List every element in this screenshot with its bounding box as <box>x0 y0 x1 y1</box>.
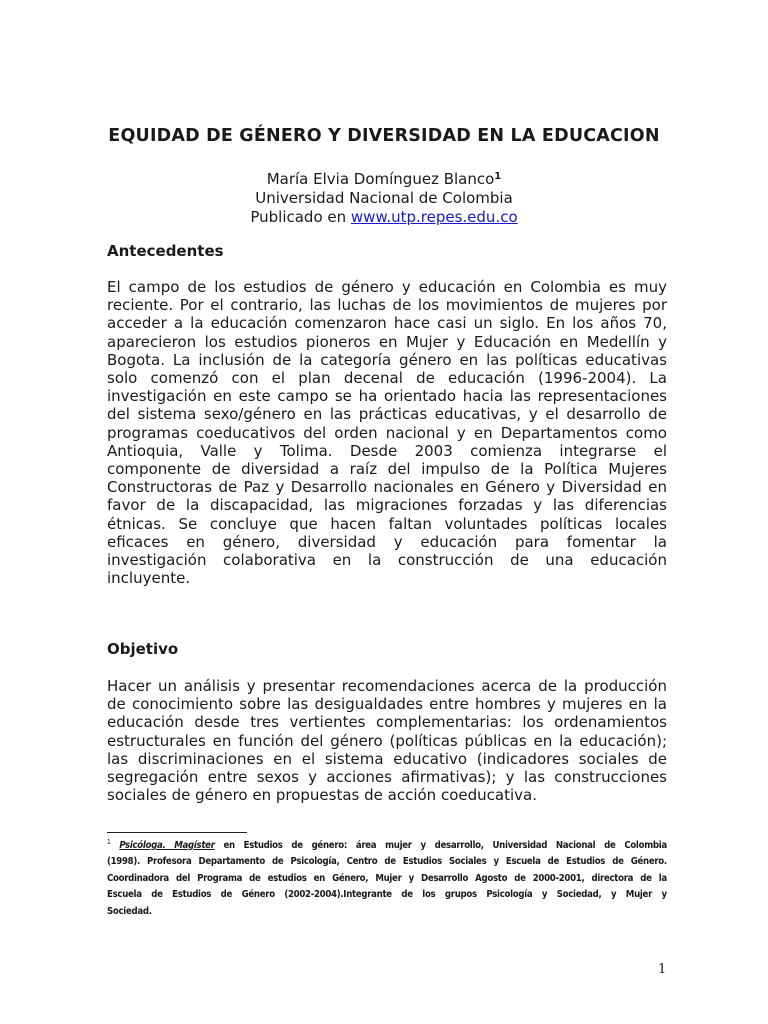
text-line: segregación entre sexos y acciones afirmativas); y las construcciones <box>107 768 667 787</box>
affiliation: Universidad Nacional de Colombia <box>255 189 513 207</box>
published-line <box>0 208 768 227</box>
footnote-line: Sociedad. <box>107 905 152 917</box>
text-line: solo comenzó con el plan decenal de educación (1996-2004). La <box>107 369 667 388</box>
paragraph-antecedentes <box>107 278 667 587</box>
heading-objetivo: Objetivo <box>107 640 179 658</box>
text-line: las discriminaciones en el sistema educativo (indicadores sociales de <box>107 749 667 768</box>
footnote-line <box>107 838 667 854</box>
text-line: eficaces en género, diversidad y educación para fomentar la <box>107 532 667 551</box>
footnote-lead: Psicóloga. Magíster <box>119 840 215 851</box>
author-name: María Elvia Domínguez Blanco <box>266 170 495 188</box>
text-line: sociales de género en propuestas de acción coeducativa. <box>107 786 537 805</box>
footnote-marker: 1 <box>107 838 111 846</box>
text-line: aparecieron los estudios pioneros en Mujer y Educación en Medellín y <box>107 332 667 351</box>
text-line: Bogota. La inclusión de la categoría género en las políticas educativas <box>107 350 667 369</box>
published-prefix: Publicado en <box>250 208 351 226</box>
text-line: étnicas. Se concluye que hacen faltan voluntades políticas locales <box>107 514 667 533</box>
text-line: El campo de los estudios de género y educación en Colombia es muy <box>107 278 667 296</box>
published-link[interactable]: www.utp.repes.edu.co <box>350 208 518 226</box>
text-line: educación desde tres vertientes complementarias: los ordenamientos <box>107 713 667 732</box>
footnote-line: (1998). Profesora Departamento de Psicología, Centro de Estudios Sociales y Escuela de Estudios de Género. <box>107 856 667 868</box>
footnote-line: Coordinadora del Programa de estudios en Género, Mujer y Desarrollo Agosto de 2000-2001, directora de la <box>107 872 667 884</box>
heading-antecedentes: Antecedentes <box>107 242 224 260</box>
text-line: componente de diversidad a raíz del impulso de la Política Mujeres <box>107 460 667 479</box>
byline <box>0 170 768 227</box>
text-line: favor de la discapacidad, las migraciones forzadas y las diferencias <box>107 496 667 515</box>
footnote-line: Escuela de Estudios de Género (2002-2004).Integrante de los grupos Psicología y Sociedad, y Mujer y <box>107 889 667 901</box>
text-line: del sistema sexo/género en las prácticas educativas, y el desarrollo de <box>107 405 667 424</box>
text-line: Constructoras de Paz y Desarrollo nacionales en Género y Diversidad en <box>107 478 667 497</box>
text-line: programas coeducativos del orden nacional y en Departamentos como <box>107 423 667 442</box>
footnote-separator <box>107 832 247 833</box>
document-title: EQUIDAD DE GÉNERO Y DIVERSIDAD EN LA EDUCACION <box>108 126 660 146</box>
text-line: acceder a la educación comenzaron hace casi un siglo. En los años 70, <box>107 314 667 333</box>
footnote-marker: 1 <box>494 171 502 182</box>
text-line: investigación en este campo se ha orientado hacia las representaciones <box>107 387 667 406</box>
page-number: 1 <box>658 962 667 977</box>
text-line: Hacer un análisis y presentar recomendaciones acerca de la producción <box>107 677 667 695</box>
footnote-text: en Estudios de género: área mujer y desarrollo, Universidad Nacional de Colombia <box>214 840 667 851</box>
text-line: estructurales en función del género (políticas públicas en la educación); <box>107 731 667 750</box>
text-line: reciente. Por el contrario, las luchas de los movimientos de mujeres por <box>107 296 667 315</box>
footnote <box>107 838 667 920</box>
author-line <box>0 170 768 189</box>
text-line: incluyente. <box>107 569 191 588</box>
text-line: investigación colaborativa en la construcción de una educación <box>107 551 667 570</box>
text-line: Antioquia, Valle y Tolima. Desde 2003 comienza integrarse el <box>107 441 667 460</box>
paragraph-objetivo <box>107 677 667 804</box>
text-line: de conocimiento sobre las desigualdades entre hombres y mujeres en la <box>107 695 667 714</box>
